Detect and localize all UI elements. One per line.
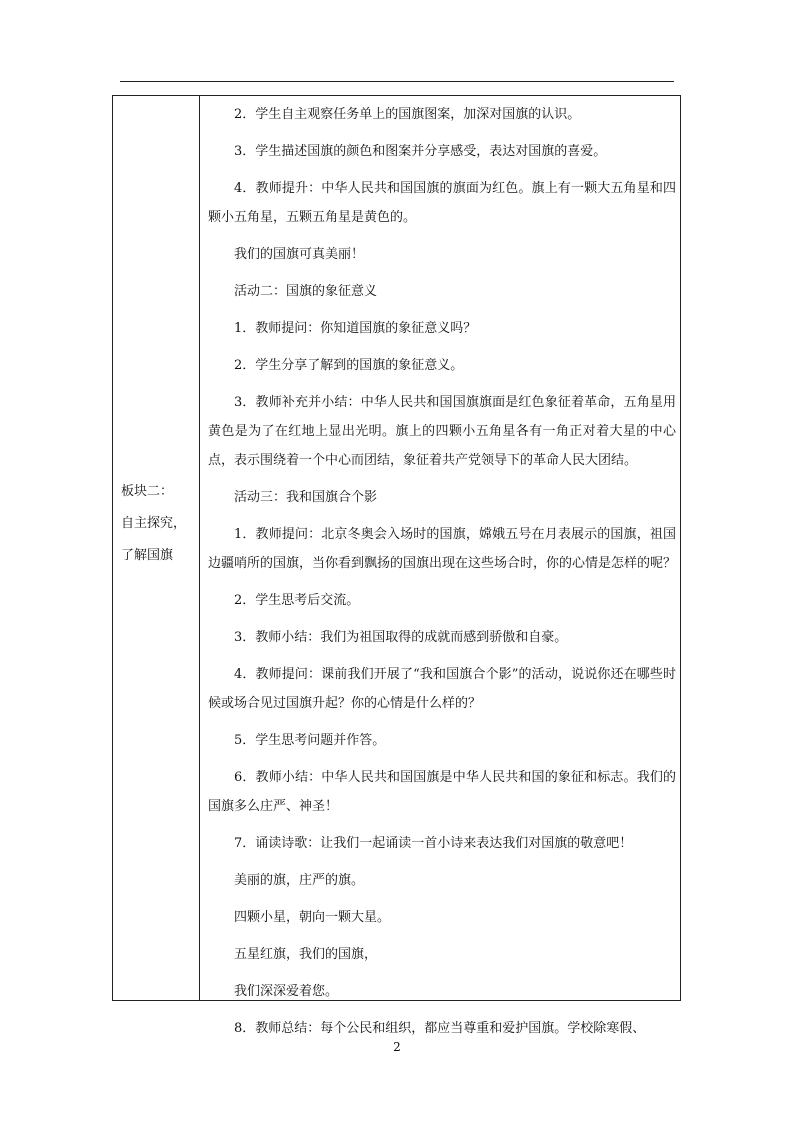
- paragraph: 2．学生思考后交流。: [234, 593, 360, 608]
- content-cell: [208, 100, 676, 1043]
- paragraph: 8．教师总结：每个公民和组织，都应当尊重和爱护国旗。学校除寒假、: [234, 1021, 646, 1036]
- paragraph: 3．学生描述国旗的颜色和图案并分享感受，表达对国旗的喜爱。: [234, 144, 607, 159]
- paragraph: 1．教师提问：北京冬奥会入场时的国旗，嫦娥五号在月表展示的国旗，祖国边疆哨所的国旗，当你看到飘扬的国旗出现在这些场合时，你的心情是怎样的呢？: [208, 527, 677, 571]
- paragraph: 6．教师小结：中华人民共和国国旗是中华人民共和国的象征和标志。我们的国旗多么庄严、神圣！: [208, 770, 676, 814]
- paragraph: 3．教师补充并小结：中华人民共和国国旗旗面是红色象征着革命，五角星用黄色是为了在红地上显出光明。旗上的四颗小五角星各有一角正对着大星的中心点，表示围绕着一个中心而团结，象征着共产党领导下的革命人民大团结。: [208, 395, 676, 468]
- lesson-table: [112, 95, 681, 1036]
- header-rule: [120, 81, 674, 82]
- activity-heading: 活动二：国旗的象征意义: [234, 284, 378, 299]
- section-label-cell: [113, 476, 199, 572]
- paragraph: 7．诵读诗歌：让我们一起诵读一首小诗来表达我们对国旗的敬意吧！: [234, 836, 633, 851]
- paragraph: 4．教师提升：中华人民共和国国旗的旗面为红色。旗上有一颗大五角星和四颗小五角星，五颗五角星是黄色的。: [208, 181, 676, 225]
- section-label-line-3: 了解国旗: [121, 548, 174, 563]
- section-label-line-1: 板块二：: [121, 484, 174, 499]
- activity-heading: 活动三：我和国旗合个影: [234, 490, 378, 505]
- paragraph: 2．学生分享了解到的国旗的象征意义。: [234, 358, 464, 373]
- poem-line: 美丽的旗，庄严的旗。: [234, 873, 365, 888]
- poem-line: 我们深深爱着您。: [234, 984, 339, 999]
- column-divider: [199, 96, 200, 1000]
- paragraph: 我们的国旗可真美丽！: [234, 247, 365, 262]
- section-label-line-2: 自主探究，: [121, 516, 187, 531]
- paragraph: 4．教师提问：课前我们开展了“我和国旗合个影”的活动，说说你还在哪些时候或场合见过国旗升起？你的心情是什么样的？: [208, 667, 676, 711]
- paragraph: 2．学生自主观察任务单上的国旗图案，加深对国旗的认识。: [234, 107, 581, 122]
- paragraph: 3．教师小结：我们为祖国取得的成就而感到骄傲和自豪。: [234, 630, 568, 645]
- page-number: 2: [393, 1040, 401, 1054]
- poem-line: 五星红旗，我们的国旗，: [234, 947, 378, 962]
- paragraph: 1．教师提问：你知道国旗的象征意义吗？: [234, 321, 477, 336]
- paragraph: 5．学生思考问题并作答。: [234, 733, 386, 748]
- poem-line: 四颗小星，朝向一颗大星。: [234, 910, 391, 925]
